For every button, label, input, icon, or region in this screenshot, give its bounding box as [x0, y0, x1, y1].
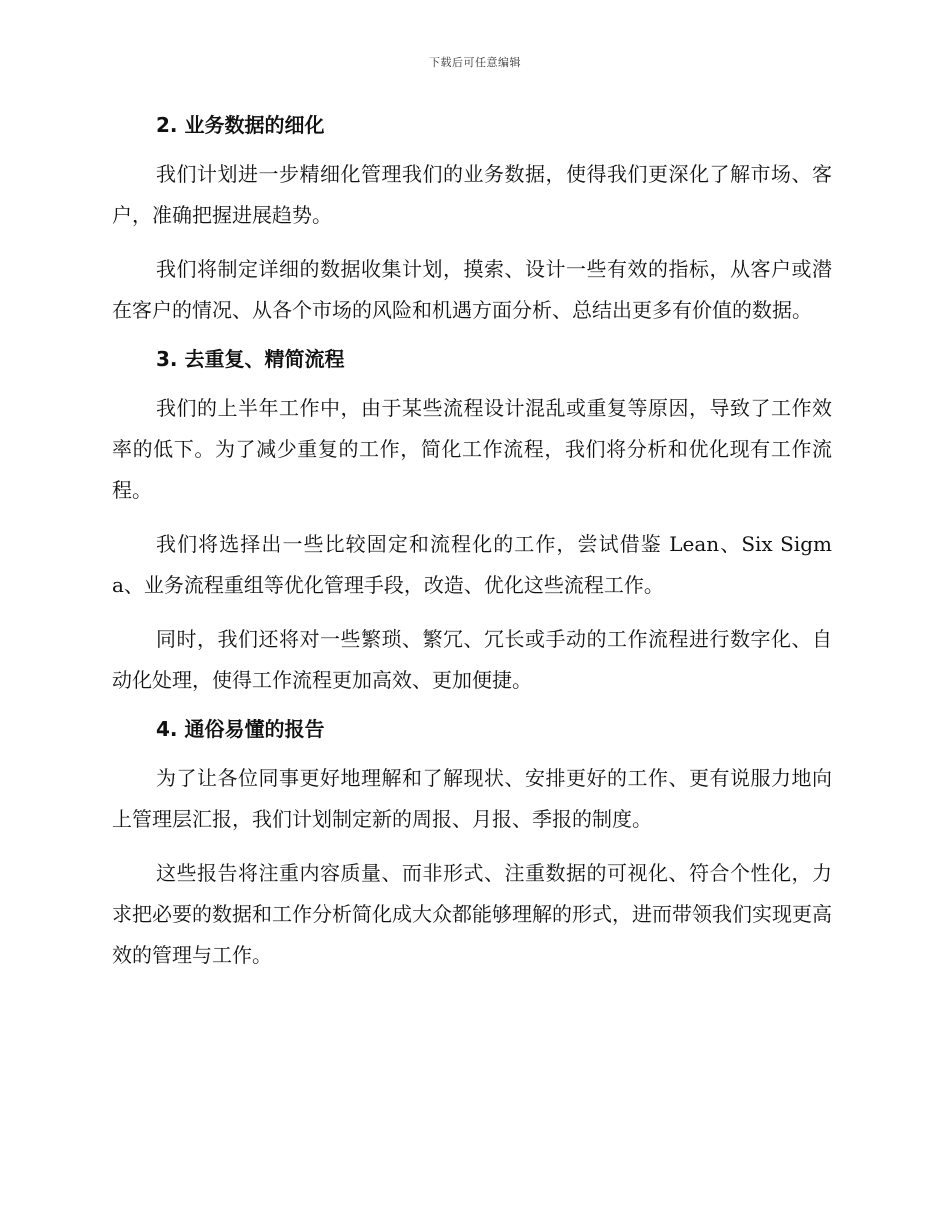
section-business-data — [112, 110, 832, 331]
page-header-note: 下载后可任意编辑 — [429, 56, 521, 69]
section-heading: 4. 通俗易懂的报告 — [156, 717, 325, 741]
section-heading: 3. 去重复、精简流程 — [156, 347, 345, 371]
document-body — [112, 110, 832, 989]
section-streamline-process — [112, 344, 832, 701]
paragraph: 我们的上半年工作中，由于某些流程设计混乱或重复等原因，导致了工作效率的低下。为了减少重复的工作，简化工作流程，我们将分析和优化现有工作流程。 — [112, 396, 832, 502]
paragraph: 我们计划进一步精细化管理我们的业务数据，使得我们更深化了解市场、客户，准确把握进展趋势。 — [112, 162, 832, 227]
section-reports — [112, 714, 832, 976]
paragraph: 这些报告将注重内容质量、而非形式、注重数据的可视化、符合个性化，力求把必要的数据和工作分析简化成大众都能够理解的形式，进而带领我们实现更高效的管理与工作。 — [112, 861, 832, 967]
section-heading: 2. 业务数据的细化 — [156, 113, 325, 137]
paragraph: 我们将制定详细的数据收集计划，摸索、设计一些有效的指标，从客户或潜在客户的情况、从各个市场的风险和机遇方面分析、总结出更多有价值的数据。 — [112, 257, 832, 322]
paragraph: 同时，我们还将对一些繁琐、繁冗、冗长或手动的工作流程进行数字化、自动化处理，使得工作流程更加高效、更加便捷。 — [112, 627, 832, 692]
paragraph: 我们将选择出一些比较固定和流程化的工作，尝试借鉴 Lean、Six Sigma、业务流程重组等优化管理手段，改造、优化这些流程工作。 — [112, 532, 832, 597]
paragraph: 为了让各位同事更好地理解和了解现状、安排更好的工作、更有说服力地向上管理层汇报，我们计划制定新的周报、月报、季报的制度。 — [112, 766, 832, 831]
